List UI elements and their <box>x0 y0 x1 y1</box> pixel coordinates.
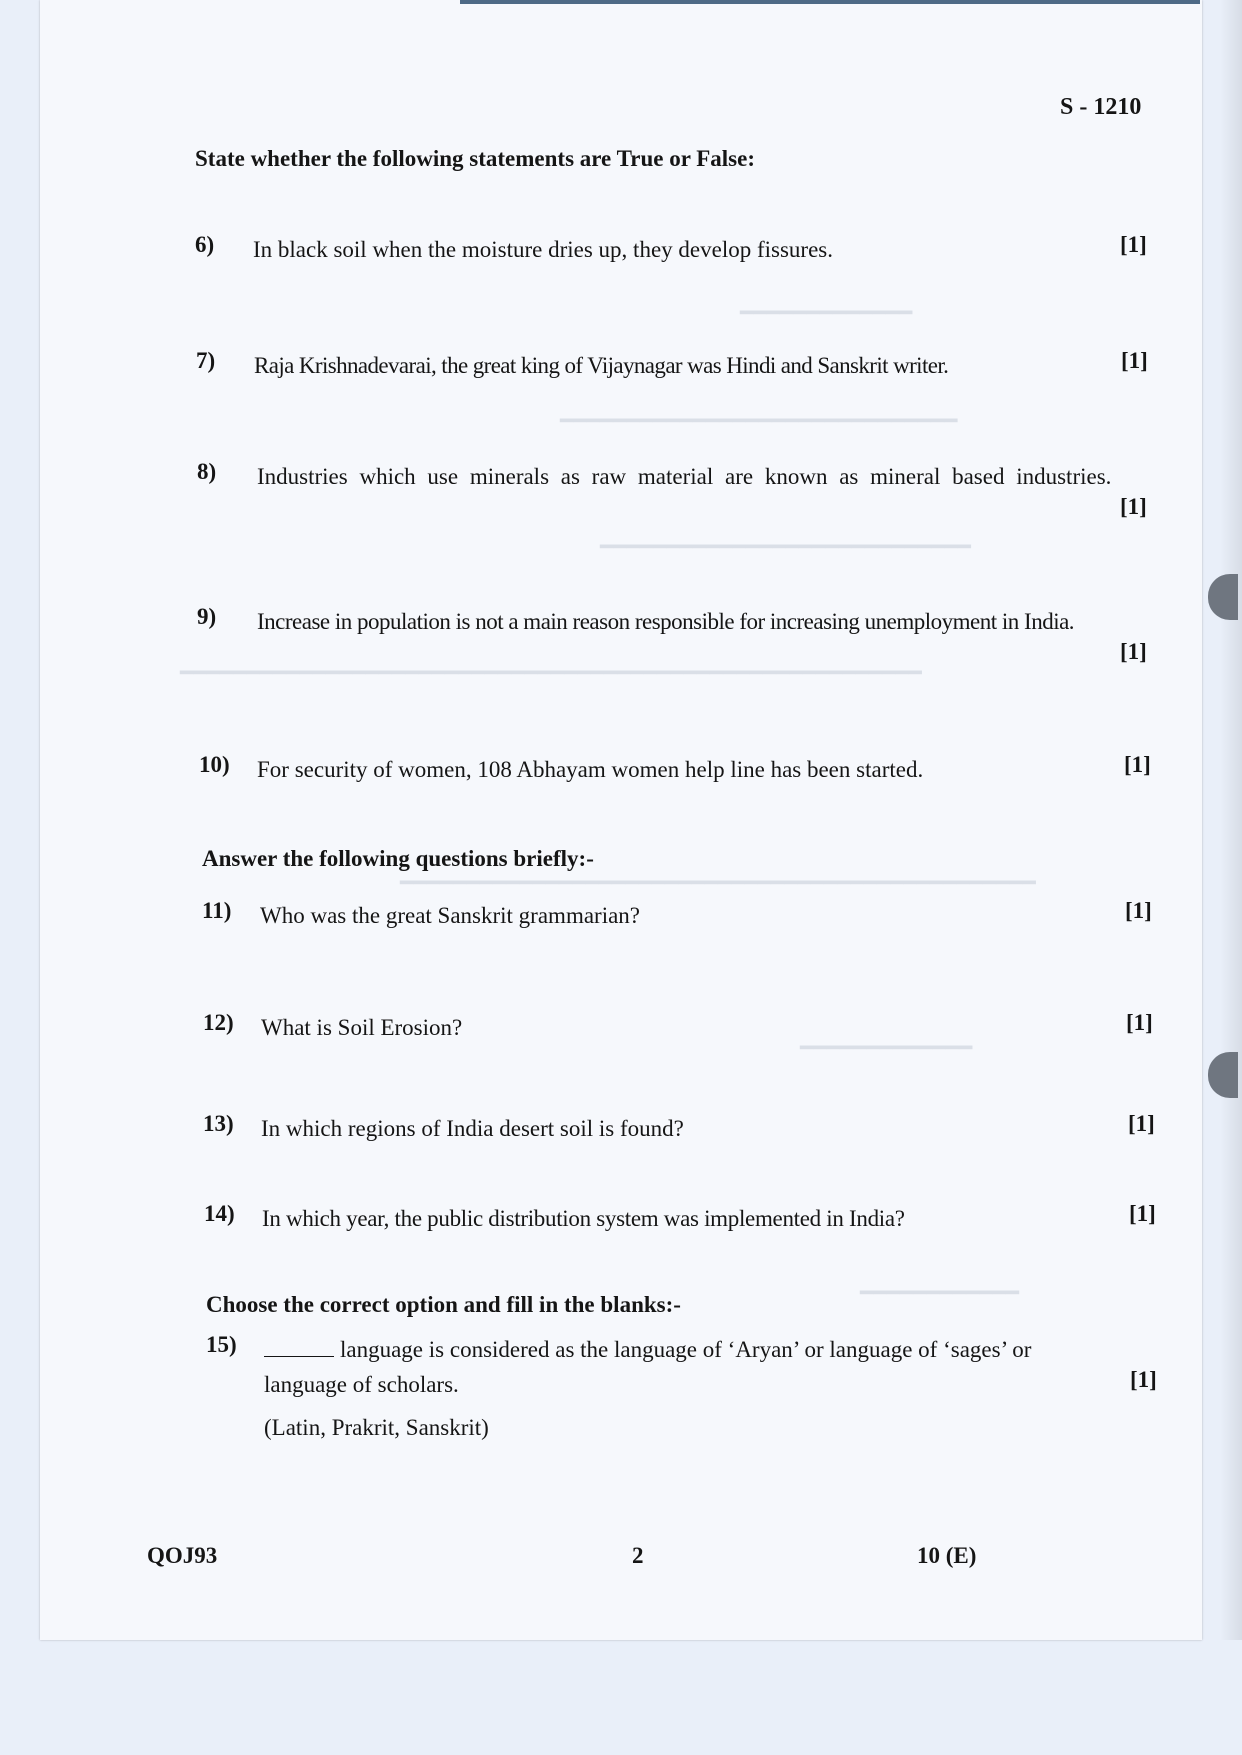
page-edge-shadow <box>1220 0 1242 1640</box>
section-heading-brief: Answer the following questions briefly:- <box>202 846 594 871</box>
footer-page-number: 2 <box>632 1543 644 1568</box>
show-through-text: ━━━━━━━━━━━━━ <box>800 1035 973 1060</box>
question-text-line-1 <box>264 1332 1124 1367</box>
question-mark: [1] <box>1120 232 1147 257</box>
question-mark: [1] <box>1128 1111 1155 1136</box>
section-heading-true-false: State whether the following statements are True or False: <box>195 146 755 171</box>
show-through-text: ━━━━━━━━━━━━ <box>860 1280 1019 1305</box>
question-mark: [1] <box>1120 639 1147 664</box>
question-number: 11) <box>202 898 232 923</box>
question-text: In black soil when the moisture dries up, they develop fissures. <box>253 237 833 262</box>
question-mark: [1] <box>1125 898 1152 923</box>
question-text: For security of women, 108 Abhayam women help line has been started. <box>257 757 924 782</box>
question-text: Who was the great Sanskrit grammarian? <box>260 903 641 928</box>
question-number: 14) <box>204 1201 235 1226</box>
show-through-text: ━━━━━━━━━━━━━━━━━━━━━━━━━━━━━━━━━━━━━━━━━━━━━━━━━━━━━━━━ <box>180 660 922 685</box>
question-text: Raja Krishnadevarai, the great king of Vijaynagar was Hindi and Sanskrit writer. <box>254 353 949 378</box>
exam-page <box>40 0 1202 1640</box>
question-number: 8) <box>197 459 217 484</box>
question-number: 6) <box>195 232 215 257</box>
page-top-edge <box>460 0 1200 4</box>
footer-paper-id: QOJ93 <box>147 1543 218 1568</box>
question-text-line-2: language of scholars. <box>264 1372 459 1397</box>
question-mark: [1] <box>1130 1367 1157 1392</box>
question-number: 13) <box>203 1111 234 1136</box>
question-options: (Latin, Prakrit, Sanskrit) <box>264 1415 489 1440</box>
section-heading-fill-blanks: Choose the correct option and fill in the blanks:- <box>206 1292 681 1317</box>
question-number: 7) <box>196 348 216 373</box>
paper-code: S - 1210 <box>1060 94 1142 120</box>
answer-blank <box>264 1338 334 1357</box>
show-through-text: ━━━━━━━━━━━━━ <box>740 300 913 325</box>
question-text: Industries which use minerals as raw material are known as mineral based industries. <box>257 464 1112 489</box>
question-text-part: language is considered as the language of ‘Aryan’ or language of ‘sages’ or <box>340 1337 1032 1362</box>
question-text: In which regions of India desert soil is found? <box>261 1116 684 1141</box>
binder-tab <box>1208 574 1238 620</box>
question-mark: [1] <box>1129 1201 1156 1226</box>
question-number: 15) <box>206 1332 237 1357</box>
question-number: 10) <box>199 752 230 777</box>
question-number: 12) <box>203 1010 234 1035</box>
binder-tab <box>1208 1052 1238 1098</box>
question-mark: [1] <box>1124 752 1151 777</box>
footer-subject-code: 10 (E) <box>917 1543 977 1568</box>
question-number: 9) <box>197 604 217 629</box>
question-mark: [1] <box>1126 1010 1153 1035</box>
show-through-text: ━━━━━━━━━━━━━━━━━━━━━━━━━━━━━━━━━━━━━━━━━━━━━━━━ <box>400 870 1036 895</box>
show-through-text: ━━━━━━━━━━━━━━━━━━━━━━━━━━━━━━ <box>560 408 958 433</box>
question-text: What is Soil Erosion? <box>261 1015 463 1040</box>
question-text: Increase in population is not a main reason responsible for increasing unemployment in India. <box>257 609 1075 634</box>
show-through-text: ━━━━━━━━━━━━━━━━━━━━━━━━━━━━ <box>600 534 971 559</box>
question-text: In which year, the public distribution system was implemented in India? <box>262 1206 905 1231</box>
question-mark: [1] <box>1121 348 1148 373</box>
question-mark: [1] <box>1120 494 1147 519</box>
